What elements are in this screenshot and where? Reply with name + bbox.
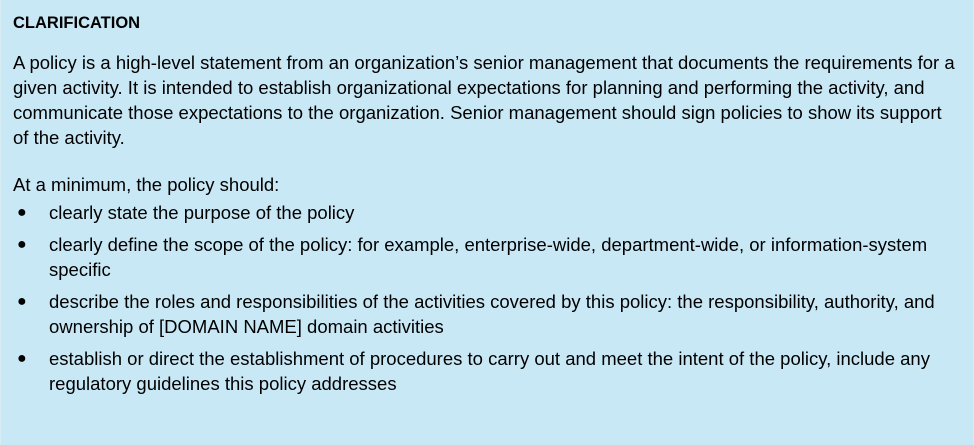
bullet-icon: ● (17, 293, 27, 310)
list-item (13, 289, 957, 339)
bullet-icon: ● (17, 236, 27, 253)
list-item (13, 232, 957, 282)
list-item (13, 346, 957, 396)
bullet-icon: ● (17, 350, 27, 367)
list-item-text: clearly define the scope of the policy: for example, enterprise-wide, department-wide, or information-system specific (49, 234, 928, 280)
clarification-heading: CLARIFICATION (13, 14, 141, 32)
policy-definition-paragraph: A policy is a high-level statement from an organization’s senior management that documents the requirements for a given activity. It is intended to establish organizational expectations for planning and performing the activity, and communicate those expectations to the organization. Senior management should sign policies to show its support of the activity. (13, 52, 955, 148)
bullet-icon: ● (17, 204, 27, 221)
requirements-list (13, 200, 957, 396)
minimum-requirements-intro: At a minimum, the policy should: (13, 174, 280, 195)
list-item (13, 200, 957, 225)
list-item-text: establish or direct the establishment of procedures to carry out and meet the intent of the policy, include any regulatory guidelines this policy addresses (49, 348, 930, 394)
list-item-text: describe the roles and responsibilities of the activities covered by this policy: the responsibility, authority, and ownership of [DOMAIN NAME] domain activities (49, 291, 935, 337)
list-item-text: clearly state the purpose of the policy (49, 202, 355, 223)
